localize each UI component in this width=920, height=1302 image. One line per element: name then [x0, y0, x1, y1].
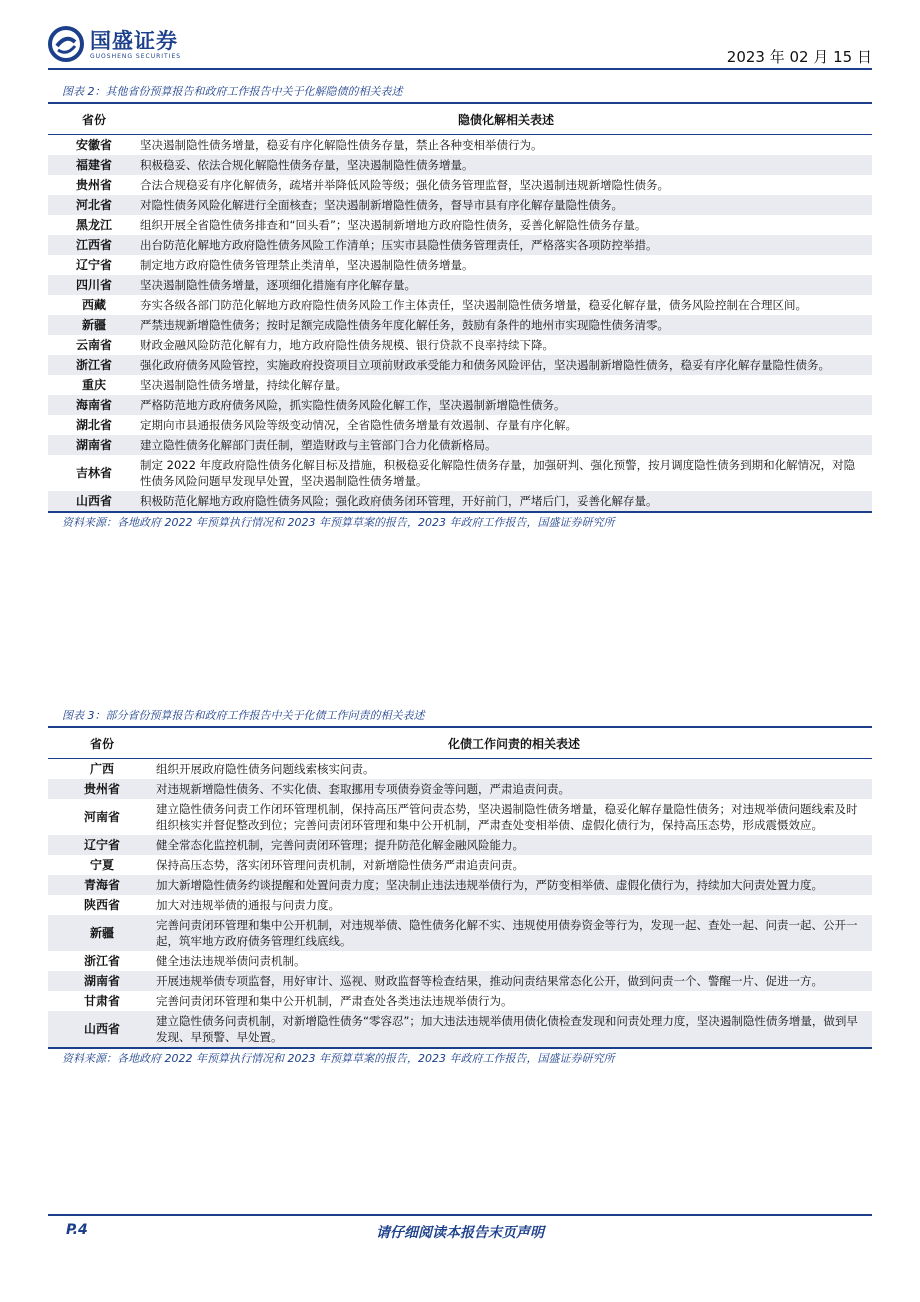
- province-cell: 湖南省: [48, 435, 140, 455]
- statement-cell: 坚决遏制隐性债务增量，持续化解存量。: [140, 378, 347, 392]
- table-row: [48, 355, 872, 375]
- page-header: [48, 26, 872, 72]
- province-cell: 青海省: [48, 875, 156, 895]
- statement-cell: 财政金融风险防范化解有力，地方政府隐性债务规模、银行贷款不良率持续下降。: [140, 338, 554, 352]
- table-row: [48, 315, 872, 335]
- statement-cell: 健全常态化监控机制，完善问责闭环管理；提升防范化解金融风险能力。: [156, 835, 872, 855]
- province-cell: 陕西省: [83, 898, 120, 912]
- province-cell: 宁夏: [89, 858, 114, 872]
- statement-cell: 健全违法违规举债问责机制。: [156, 954, 306, 968]
- province-cell: 甘肃省: [83, 994, 120, 1008]
- province-cell: 湖北省: [75, 418, 112, 432]
- table-row: [48, 175, 872, 195]
- statement-cell: 强化政府债务风险管控，实施政府投资项目立项前财政承受能力和债务风险评估，坚决遏制新增隐性债务，稳妥有序化解存量隐性债务。: [140, 355, 872, 375]
- table-row: [48, 991, 872, 1011]
- table-row: [48, 875, 872, 895]
- table-row: [48, 155, 872, 175]
- column-header-statement: 化债工作问责的相关表述: [156, 728, 872, 759]
- company-logo: [48, 26, 181, 62]
- province-cell: 湖南省: [48, 971, 156, 991]
- province-cell: 安徽省: [75, 138, 112, 152]
- statement-cell: 建立隐性债务问责工作闭环管理机制，保持高压严管问责态势，坚决遏制隐性债务增量，稳妥化解存量隐性债务；对违规举债问题线索及时组织核实并督促整改到位；完善问责闭环管理和集中公开机制，严肃查处变相举债、虚假化债行为，保持高压态势，形成震慑效应。: [156, 802, 858, 832]
- province-cell: 重庆: [81, 378, 106, 392]
- statement-cell: 完善问责闭环管理和集中公开机制，严肃查处各类违法违规举债行为。: [156, 994, 513, 1008]
- table-row: [48, 855, 872, 875]
- footer-divider: [48, 1214, 872, 1216]
- table-row: [48, 275, 872, 295]
- statement-cell: 制定 2022 年度政府隐性债务化解目标及措施，积极稳妥化解隐性债务存量，加强研判、强化预警，按月调度隐性债务到期和化解情况，对隐性债务风险问题早发现早处置，坚决遏制隐性债务增量。: [140, 458, 856, 488]
- statement-cell: 对违规新增隐性债务、不实化债、套取挪用专项债券资金等问题，严肃追责问责。: [156, 779, 872, 799]
- statement-cell: 组织开展全省隐性债务排查和“回头看”；坚决遏制新增地方政府隐性债务，妥善化解隐性债务存量。: [140, 218, 647, 232]
- statement-cell: 建立隐性债务问责机制，对新增隐性债务“零容忍”；加大违法违规举债用债化债检查发现和问责处理力度，坚决遏制隐性债务增量，做到早发现、早预警、早处置。: [156, 1011, 872, 1047]
- province-cell: 四川省: [48, 275, 140, 295]
- table-row: [48, 779, 872, 799]
- report-date: 2023 年 02 月 15 日: [726, 48, 872, 66]
- page-number: P.4: [66, 1222, 88, 1238]
- province-cell: 西藏: [81, 298, 106, 312]
- table-row: [48, 215, 872, 235]
- province-cell: 黑龙江: [75, 218, 112, 232]
- header-divider: [48, 68, 872, 70]
- province-cell: 河北省: [48, 195, 140, 215]
- table-row: [48, 375, 872, 395]
- table-2-section: [48, 82, 872, 533]
- province-cell: 浙江省: [83, 954, 120, 968]
- table-row: [48, 759, 872, 780]
- statement-cell: 开展违规举债专项监督，用好审计、巡视、财政监督等检查结果，推动问责结果常态化公开，做到问责一个、警醒一片、促进一方。: [156, 971, 872, 991]
- table-row: [48, 971, 872, 991]
- table-row: [48, 895, 872, 915]
- statement-cell: 加大新增隐性债务约谈提醒和处置问责力度；坚决制止违法违规举债行为，严防变相举债、虚假化债行为，持续加大问责处置力度。: [156, 875, 872, 895]
- province-cell: 江西省: [48, 235, 140, 255]
- table-row: [48, 951, 872, 971]
- province-cell: 辽宁省: [48, 835, 156, 855]
- debt-resolution-table: [48, 104, 872, 511]
- province-cell: 新疆: [48, 915, 156, 951]
- accountability-table: [48, 728, 872, 1047]
- table-row: [48, 1011, 872, 1047]
- statement-cell: 坚决遏制隐性债务增量，稳妥有序化解隐性债务存量，禁止各种变相举债行为。: [140, 138, 543, 152]
- province-cell: 辽宁省: [75, 258, 112, 272]
- statement-cell: 积极稳妥、依法合规化解隐性债务存量，坚决遏制隐性债务增量。: [140, 155, 872, 175]
- table-row: [48, 415, 872, 435]
- province-cell: 贵州省: [48, 779, 156, 799]
- column-header-province: 省份: [48, 104, 140, 135]
- statement-cell: 积极防范化解地方政府隐性债务风险；强化政府债务闭环管理，开好前门，严堵后门，妥善化解存量。: [140, 491, 872, 511]
- province-cell: 浙江省: [48, 355, 140, 375]
- province-cell: 吉林省: [75, 466, 112, 480]
- statement-cell: 制定地方政府隐性债务管理禁止类清单，坚决遏制隐性债务增量。: [140, 258, 474, 272]
- province-cell: 新疆: [48, 315, 140, 335]
- statement-cell: 坚决遏制隐性债务增量，逐项细化措施有序化解存量。: [140, 275, 872, 295]
- statement-cell: 组织开展政府隐性债务问题线索核实问责。: [156, 762, 375, 776]
- table-3-source: 资料来源：各地政府 2022 年预算执行情况和 2023 年预算草案的报告，2023 年政府工作报告，国盛证券研究所: [62, 1051, 615, 1065]
- table-3-section: [48, 706, 872, 1069]
- table-row: [48, 915, 872, 951]
- table-row: [48, 395, 872, 415]
- statement-cell: 定期向市县通报债务风险等级变动情况，全省隐性债务增量有效遏制、存量有序化解。: [140, 418, 577, 432]
- table-row: [48, 135, 872, 156]
- statement-cell: 严格防范地方政府债务风险，抓实隐性债务风险化解工作，坚决遏制新增隐性债务。: [140, 395, 872, 415]
- table-2-source: 资料来源：各地政府 2022 年预算执行情况和 2023 年预算草案的报告，2023 年政府工作报告，国盛证券研究所: [62, 515, 615, 529]
- table-row: [48, 235, 872, 255]
- table-row: [48, 835, 872, 855]
- table-row: [48, 455, 872, 491]
- statement-cell: 严禁违规新增隐性债务；按时足额完成隐性债务年度化解任务，鼓励有条件的地州市实现隐性债务清零。: [140, 315, 872, 335]
- province-cell: 海南省: [48, 395, 140, 415]
- guosheng-logo-icon: [48, 26, 84, 62]
- table-3-caption: 图表 3：部分省份预算报告和政府工作报告中关于化债工作问责的相关表述: [62, 709, 425, 722]
- column-header-statement: 隐债化解相关表述: [140, 104, 872, 135]
- statement-cell: 完善问责闭环管理和集中公开机制，对违规举债、隐性债务化解不实、违规使用债券资金等行为，发现一起、查处一起、问责一起、公开一起，筑牢地方政府债务管理红线底线。: [156, 915, 872, 951]
- statement-cell: 夯实各级各部门防范化解地方政府隐性债务风险工作主体责任，坚决遏制隐性债务增量，稳妥化解存量，债务风险控制在合理区间。: [140, 298, 807, 312]
- table-row: [48, 295, 872, 315]
- statement-cell: 合法合规稳妥有序化解债务，疏堵并举降低风险等级；强化债务管理监督，坚决遏制违规新增隐性债务。: [140, 178, 669, 192]
- statement-cell: 建立隐性债务化解部门责任制，塑造财政与主管部门合力化债新格局。: [140, 435, 872, 455]
- statement-cell: 对隐性债务风险化解进行全面核查；坚决遏制新增隐性债务，督导市县有序化解存量隐性债务。: [140, 195, 872, 215]
- statement-cell: 出台防范化解地方政府隐性债务风险工作清单；压实市县隐性债务管理责任，严格落实各项防控举措。: [140, 235, 872, 255]
- logo-name: 国盛证券: [90, 28, 178, 53]
- table-row: [48, 195, 872, 215]
- table-row: [48, 435, 872, 455]
- province-cell: 广西: [89, 762, 114, 776]
- province-cell: 贵州省: [75, 178, 112, 192]
- table-row: [48, 335, 872, 355]
- table-row: [48, 255, 872, 275]
- province-cell: 山西省: [48, 491, 140, 511]
- statement-cell: 保持高压态势，落实闭环管理问责机制，对新增隐性债务严肃追责问责。: [156, 858, 524, 872]
- column-header-province: 省份: [48, 728, 156, 759]
- disclaimer-text: 请仔细阅读本报告末页声明: [376, 1225, 544, 1241]
- table-2-caption: 图表 2：其他省份预算报告和政府工作报告中关于化解隐债的相关表述: [62, 85, 403, 98]
- province-cell: 福建省: [48, 155, 140, 175]
- province-cell: 河南省: [83, 810, 120, 824]
- statement-cell: 加大对违规举债的通报与问责力度。: [156, 898, 340, 912]
- logo-english-name: GUOSHENG SECURITIES: [90, 52, 182, 60]
- table-row: [48, 491, 872, 511]
- table-row: [48, 799, 872, 835]
- province-cell: 云南省: [75, 338, 112, 352]
- province-cell: 山西省: [48, 1011, 156, 1047]
